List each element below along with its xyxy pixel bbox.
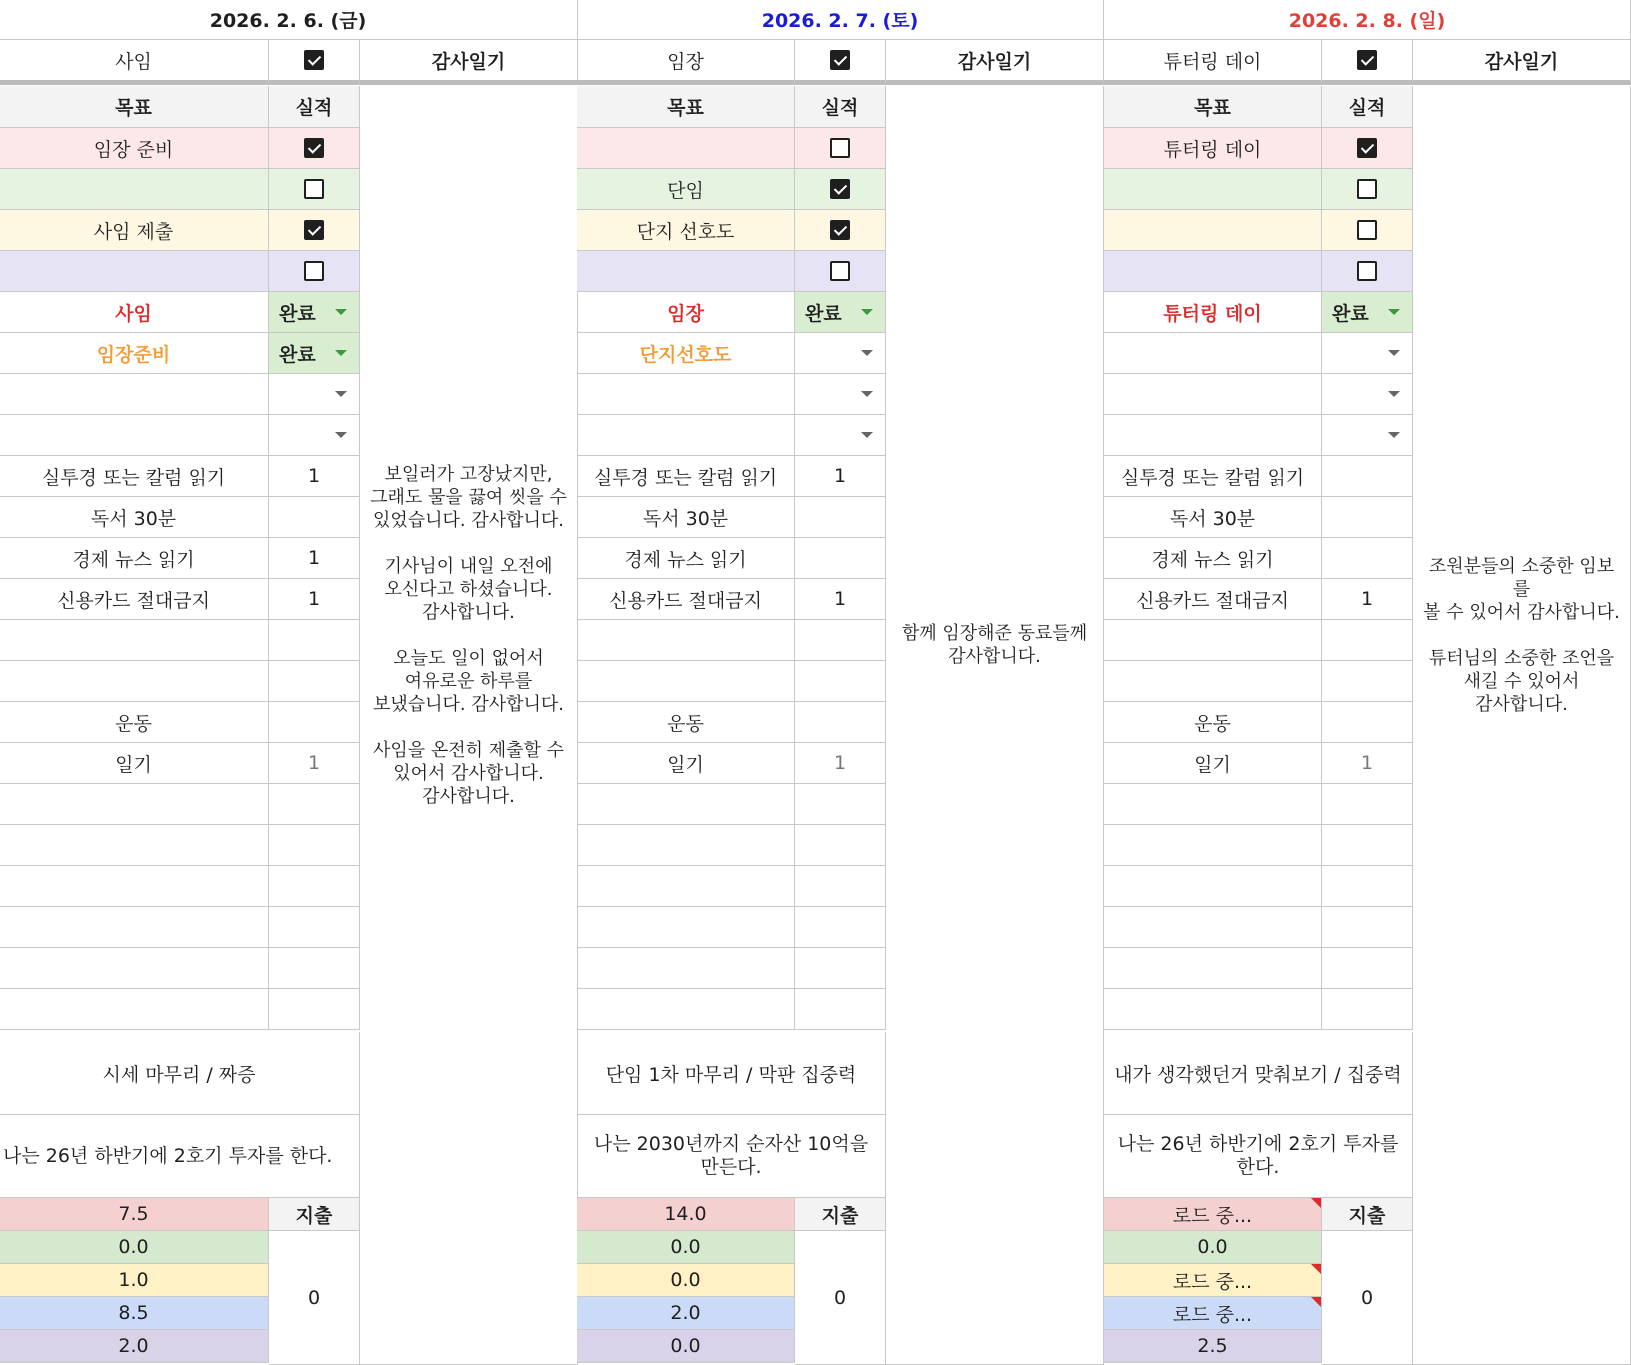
habit-value-cell[interactable]	[795, 825, 886, 866]
habit-cell[interactable]	[577, 784, 795, 825]
goal-cell[interactable]	[577, 210, 795, 251]
task-cell[interactable]	[0, 333, 269, 374]
habit-value: 1	[307, 547, 321, 569]
habit-value-cell[interactable]	[269, 825, 360, 866]
habit-value-cell[interactable]	[269, 866, 360, 907]
goal-label: 사임 제출	[93, 220, 174, 243]
habit-label: 일기	[1194, 753, 1231, 776]
goal-checkbox-cell[interactable]	[269, 128, 360, 169]
checkbox-unchecked[interactable]	[304, 179, 324, 199]
dropdown-arrow-icon[interactable]	[861, 309, 873, 315]
headline-label: 튜터링 데이	[1163, 50, 1262, 73]
dropdown-arrow-icon[interactable]	[335, 309, 347, 315]
habit-cell[interactable]	[1104, 538, 1322, 579]
status-value: 완료	[279, 302, 316, 325]
expense-value-cell[interactable]	[1322, 1231, 1413, 1365]
habit-cell[interactable]	[577, 497, 795, 538]
habit-value-cell[interactable]	[1322, 579, 1413, 620]
goal-checkbox-cell[interactable]	[795, 169, 886, 210]
dropdown-arrow-icon[interactable]	[1388, 432, 1400, 438]
stat-value: 1.0	[118, 1269, 149, 1291]
habit-value-cell[interactable]	[795, 989, 886, 1030]
habit-cell[interactable]	[1104, 702, 1322, 743]
goal-cell[interactable]	[1104, 210, 1322, 251]
habit-value-cell[interactable]	[795, 538, 886, 579]
date-label: 2026. 2. 7. (토)	[761, 10, 919, 32]
habit-label: 신용카드 절대금지	[1136, 589, 1289, 612]
diary-header	[360, 40, 578, 85]
task-label: 사임	[115, 302, 152, 325]
habit-label: 실투경 또는 칼럼 읽기	[1120, 466, 1305, 489]
habit-cell[interactable]	[1104, 907, 1322, 948]
habit-value-cell[interactable]	[795, 784, 886, 825]
error-marker-icon	[1311, 1264, 1321, 1274]
habit-cell[interactable]	[1104, 497, 1322, 538]
habit-value-cell[interactable]	[269, 989, 360, 1030]
expense-value: 0	[1360, 1286, 1374, 1309]
status-dropdown[interactable]	[269, 333, 360, 374]
reflection-cell[interactable]	[1104, 1032, 1413, 1115]
stat-cell	[0, 1198, 269, 1231]
checkbox-checked[interactable]	[304, 50, 324, 70]
expense-value-cell[interactable]	[795, 1231, 886, 1365]
dropdown-arrow-icon[interactable]	[861, 391, 873, 397]
checkbox-checked[interactable]	[830, 179, 850, 199]
task-cell[interactable]	[577, 374, 795, 415]
habit-cell[interactable]	[1104, 620, 1322, 661]
dropdown-arrow-icon[interactable]	[861, 350, 873, 356]
habit-value-cell[interactable]	[795, 907, 886, 948]
stat-cell	[0, 1231, 269, 1264]
headline-checkbox-cell[interactable]	[1322, 40, 1413, 85]
habit-label: 신용카드 절대금지	[57, 589, 210, 612]
habit-cell[interactable]	[0, 538, 269, 579]
habit-label: 독서 30분	[642, 507, 729, 530]
habit-value-cell[interactable]	[269, 743, 360, 784]
goal-label: 임장 준비	[93, 138, 174, 161]
goal-checkbox-cell[interactable]	[1322, 210, 1413, 251]
goal-checkbox-cell[interactable]	[1322, 128, 1413, 169]
gratitude-diary[interactable]	[1413, 86, 1631, 1365]
status-value: 완료	[279, 343, 316, 366]
affirmation-cell[interactable]	[0, 1115, 360, 1198]
dropdown-arrow-icon[interactable]	[335, 391, 347, 397]
habit-cell[interactable]	[0, 456, 269, 497]
affirmation-text: 나는 26년 하반기에 2호기 투자를 한다.	[3, 1144, 333, 1167]
gratitude-diary[interactable]	[886, 86, 1104, 1365]
task-label: 단지선호도	[639, 343, 732, 366]
diary-header	[1413, 40, 1631, 85]
habit-cell[interactable]	[1104, 825, 1322, 866]
checkbox-unchecked[interactable]	[304, 261, 324, 281]
habit-value: 1	[307, 588, 321, 610]
habit-value-cell[interactable]	[269, 702, 360, 743]
habit-label: 경제 뉴스 읽기	[624, 548, 747, 571]
stat-cell	[1104, 1264, 1322, 1297]
checkbox-checked[interactable]	[304, 138, 324, 158]
reflection-cell[interactable]	[577, 1032, 886, 1115]
goal-cell[interactable]	[0, 210, 269, 251]
status-value: 완료	[1332, 302, 1369, 325]
habit-value-cell[interactable]	[269, 538, 360, 579]
status-dropdown[interactable]	[795, 374, 886, 415]
stat-cell	[577, 1231, 795, 1264]
habit-value-cell[interactable]	[1322, 538, 1413, 579]
habit-label: 일기	[667, 753, 704, 776]
goal-checkbox-cell[interactable]	[1322, 251, 1413, 292]
diary-header-label: 감사일기	[957, 50, 1032, 73]
habit-value-cell[interactable]	[1322, 825, 1413, 866]
habit-label: 독서 30분	[1169, 507, 1256, 530]
stat-cell	[0, 1264, 269, 1297]
expense-header	[269, 1198, 360, 1231]
habit-value-cell[interactable]	[1322, 497, 1413, 538]
diary-text: 조원분들의 소중한 임보를 볼 수 있어서 감사합니다. 튜터님의 소중한 조언을 새길 수 있어서 감사합니다.	[1423, 555, 1620, 715]
goal-cell[interactable]	[1104, 251, 1322, 292]
habit-label: 신용카드 절대금지	[609, 589, 762, 612]
habit-cell[interactable]	[577, 456, 795, 497]
checkbox-checked[interactable]	[830, 50, 850, 70]
result-header	[269, 86, 360, 128]
task-cell[interactable]	[0, 415, 269, 456]
goal-checkbox-cell[interactable]	[269, 169, 360, 210]
habit-cell[interactable]	[1104, 866, 1322, 907]
habit-cell[interactable]	[0, 661, 269, 702]
reflection-text: 단임 1차 마무리 / 막판 집중력	[605, 1063, 857, 1086]
habit-value-cell[interactable]	[795, 579, 886, 620]
diary-header-label: 감사일기	[1484, 50, 1559, 73]
diary-header-label: 감사일기	[431, 50, 506, 73]
habit-cell[interactable]	[577, 579, 795, 620]
status-value: 완료	[805, 302, 842, 325]
error-marker-icon	[1311, 1297, 1321, 1307]
habit-cell[interactable]	[0, 948, 269, 989]
habit-value-cell[interactable]	[1322, 784, 1413, 825]
expense-value: 0	[833, 1286, 847, 1309]
stat-value: 0.0	[670, 1335, 701, 1357]
habit-value: 1	[1360, 588, 1374, 610]
habit-value-cell[interactable]	[795, 620, 886, 661]
habit-value-cell[interactable]	[795, 497, 886, 538]
expense-value: 0	[307, 1286, 321, 1309]
result-header	[795, 86, 886, 128]
checkbox-checked[interactable]	[1357, 50, 1377, 70]
headline-checkbox-cell[interactable]	[795, 40, 886, 85]
goal-cell[interactable]	[0, 251, 269, 292]
habit-value-cell[interactable]	[1322, 948, 1413, 989]
stat-cell	[0, 1297, 269, 1330]
goal-label: 단임	[667, 179, 704, 202]
habit-cell[interactable]	[0, 579, 269, 620]
stat-value: 로드 중...	[1172, 1204, 1253, 1227]
goal-cell[interactable]	[577, 169, 795, 210]
status-dropdown[interactable]	[795, 333, 886, 374]
error-marker-icon	[1311, 1198, 1321, 1208]
result-header	[1322, 86, 1413, 128]
stat-value: 0.0	[1197, 1236, 1228, 1258]
habit-label: 일기	[115, 753, 152, 776]
stat-cell	[1104, 1198, 1322, 1231]
dropdown-arrow-icon[interactable]	[861, 432, 873, 438]
habit-cell[interactable]	[1104, 784, 1322, 825]
checkbox-checked[interactable]	[830, 220, 850, 240]
habit-cell[interactable]	[577, 661, 795, 702]
goal-checkbox-cell[interactable]	[269, 210, 360, 251]
habit-value-cell[interactable]	[795, 456, 886, 497]
goal-header-label: 목표	[1194, 97, 1231, 119]
headline-label: 임장	[667, 50, 704, 73]
reflection-cell[interactable]	[0, 1032, 360, 1115]
expense-value-cell[interactable]	[269, 1231, 360, 1365]
checkbox-unchecked[interactable]	[1357, 261, 1377, 281]
task-label: 튜터링 데이	[1163, 302, 1262, 325]
stat-value: 2.5	[1197, 1335, 1228, 1357]
task-cell[interactable]	[1104, 374, 1322, 415]
checkbox-unchecked[interactable]	[830, 138, 850, 158]
stat-cell	[1104, 1297, 1322, 1330]
goal-label: 단지 선호도	[636, 220, 735, 243]
habit-cell[interactable]	[577, 825, 795, 866]
habit-value-cell[interactable]	[1322, 989, 1413, 1030]
habit-label: 실투경 또는 칼럼 읽기	[593, 466, 778, 489]
habit-value-cell[interactable]	[269, 907, 360, 948]
habit-value-cell[interactable]	[269, 579, 360, 620]
habit-value-cell[interactable]	[269, 456, 360, 497]
habit-cell[interactable]	[1104, 948, 1322, 989]
goal-cell[interactable]	[577, 128, 795, 169]
habit-value-cell[interactable]	[269, 620, 360, 661]
habit-value: 1	[833, 588, 847, 610]
status-dropdown[interactable]	[1322, 374, 1413, 415]
date-header	[577, 0, 1104, 40]
goal-header-label: 목표	[115, 97, 152, 119]
goal-header	[1104, 86, 1322, 128]
stat-value: 로드 중...	[1172, 1303, 1253, 1326]
habit-cell[interactable]	[1104, 743, 1322, 784]
habit-cell[interactable]	[1104, 456, 1322, 497]
stat-value: 7.5	[118, 1203, 149, 1225]
headline-cell[interactable]	[1104, 40, 1322, 85]
habit-value-cell[interactable]	[795, 948, 886, 989]
habit-value-cell[interactable]	[269, 948, 360, 989]
habit-cell[interactable]	[577, 743, 795, 784]
stat-value: 2.0	[670, 1302, 701, 1324]
habit-label: 경제 뉴스 읽기	[72, 548, 195, 571]
task-cell[interactable]	[1104, 415, 1322, 456]
habit-cell[interactable]	[0, 907, 269, 948]
task-cell[interactable]	[0, 292, 269, 333]
goal-checkbox-cell[interactable]	[269, 251, 360, 292]
habit-cell[interactable]	[577, 538, 795, 579]
day-column	[1104, 0, 1631, 1365]
affirmation-cell[interactable]	[577, 1115, 886, 1198]
task-cell[interactable]	[577, 415, 795, 456]
task-cell[interactable]	[577, 292, 795, 333]
habit-value-cell[interactable]	[1322, 866, 1413, 907]
habit-value-cell[interactable]	[1322, 456, 1413, 497]
dropdown-arrow-icon[interactable]	[335, 432, 347, 438]
habit-label: 실투경 또는 칼럼 읽기	[41, 466, 226, 489]
goal-cell[interactable]	[1104, 128, 1322, 169]
task-cell[interactable]	[577, 333, 795, 374]
date-header	[0, 0, 578, 40]
stat-cell	[1104, 1330, 1322, 1363]
goal-checkbox-cell[interactable]	[795, 128, 886, 169]
headline-cell[interactable]	[577, 40, 795, 85]
goal-checkbox-cell[interactable]	[795, 251, 886, 292]
habit-cell[interactable]	[1104, 579, 1322, 620]
goal-checkbox-cell[interactable]	[795, 210, 886, 251]
task-label: 임장	[667, 302, 704, 325]
stat-cell	[577, 1330, 795, 1363]
stat-cell	[577, 1264, 795, 1297]
habit-cell[interactable]	[0, 620, 269, 661]
gratitude-diary[interactable]	[360, 86, 578, 1365]
headline-cell[interactable]	[0, 40, 269, 85]
stat-value: 0.0	[670, 1269, 701, 1291]
habit-cell[interactable]	[0, 825, 269, 866]
checkbox-unchecked[interactable]	[1357, 220, 1377, 240]
habit-cell[interactable]	[577, 620, 795, 661]
dropdown-arrow-icon[interactable]	[1388, 391, 1400, 397]
habit-value-cell[interactable]	[795, 866, 886, 907]
goal-cell[interactable]	[577, 251, 795, 292]
habit-cell[interactable]	[577, 702, 795, 743]
stat-cell	[577, 1297, 795, 1330]
habit-value: 1	[307, 465, 321, 487]
task-cell[interactable]	[1104, 333, 1322, 374]
task-cell[interactable]	[0, 374, 269, 415]
result-header-label: 실적	[821, 97, 859, 119]
dropdown-arrow-icon[interactable]	[1388, 309, 1400, 315]
stat-value: 0.0	[118, 1236, 149, 1258]
goal-header	[0, 86, 269, 128]
habit-label: 경제 뉴스 읽기	[1151, 548, 1274, 571]
status-dropdown[interactable]	[269, 374, 360, 415]
goal-header	[577, 86, 795, 128]
goal-header-label: 목표	[667, 97, 704, 119]
result-header-label: 실적	[1348, 97, 1386, 119]
habit-value-cell[interactable]	[795, 743, 886, 784]
habit-value-cell[interactable]	[1322, 702, 1413, 743]
affirmation-text: 나는 2030년까지 순자산 10억을 만든다.	[593, 1133, 869, 1178]
stat-value: 14.0	[664, 1203, 707, 1225]
stat-value: 8.5	[118, 1302, 149, 1324]
habit-label: 독서 30분	[90, 507, 177, 530]
task-cell[interactable]	[1104, 292, 1322, 333]
stat-value: 로드 중...	[1172, 1270, 1253, 1293]
habit-cell[interactable]	[577, 907, 795, 948]
habit-value-cell[interactable]	[1322, 661, 1413, 702]
habit-cell[interactable]	[0, 866, 269, 907]
habit-value-cell[interactable]	[795, 702, 886, 743]
checkbox-unchecked[interactable]	[830, 261, 850, 281]
habit-value-cell[interactable]	[269, 661, 360, 702]
habit-value-cell[interactable]	[795, 661, 886, 702]
habit-cell[interactable]	[0, 784, 269, 825]
stat-cell	[1104, 1231, 1322, 1264]
headline-checkbox-cell[interactable]	[269, 40, 360, 85]
date-label: 2026. 2. 6. (금)	[209, 10, 367, 32]
status-dropdown[interactable]	[795, 415, 886, 456]
stat-value: 0.0	[670, 1236, 701, 1258]
habit-value-cell[interactable]	[269, 497, 360, 538]
habit-value: 1	[1360, 752, 1374, 774]
expense-label: 지출	[821, 1204, 859, 1227]
habit-cell[interactable]	[0, 702, 269, 743]
reflection-text: 내가 생각했던거 맞춰보기 / 집중력	[1114, 1063, 1402, 1086]
habit-label: 운동	[667, 712, 704, 735]
habit-cell[interactable]	[0, 743, 269, 784]
dropdown-arrow-icon[interactable]	[1388, 350, 1400, 356]
affirmation-cell[interactable]	[1104, 1115, 1413, 1198]
habit-label: 운동	[115, 712, 152, 735]
goal-cell[interactable]	[0, 128, 269, 169]
habit-cell[interactable]	[1104, 989, 1322, 1030]
task-label: 임장준비	[96, 343, 171, 366]
day-column	[0, 0, 578, 1365]
habit-cell[interactable]	[577, 866, 795, 907]
habit-value-cell[interactable]	[269, 784, 360, 825]
date-label: 2026. 2. 8. (일)	[1288, 10, 1446, 32]
habit-cell[interactable]	[577, 948, 795, 989]
expense-label: 지출	[1348, 1204, 1386, 1227]
goal-label: 튜터링 데이	[1163, 138, 1262, 161]
habit-cell[interactable]	[0, 497, 269, 538]
status-dropdown[interactable]	[1322, 292, 1413, 333]
checkbox-checked[interactable]	[1357, 138, 1377, 158]
dropdown-arrow-icon[interactable]	[335, 350, 347, 356]
expense-label: 지출	[295, 1204, 333, 1227]
goal-checkbox-cell[interactable]	[1322, 169, 1413, 210]
habit-cell[interactable]	[0, 989, 269, 1030]
headline-label: 사임	[115, 50, 152, 73]
stat-cell	[577, 1198, 795, 1231]
status-dropdown[interactable]	[1322, 415, 1413, 456]
day-column	[577, 0, 1104, 1365]
stat-cell	[0, 1330, 269, 1363]
checkbox-unchecked[interactable]	[1357, 179, 1377, 199]
expense-header	[1322, 1198, 1413, 1231]
result-header-label: 실적	[295, 97, 333, 119]
status-dropdown[interactable]	[269, 415, 360, 456]
habit-value-cell[interactable]	[1322, 620, 1413, 661]
diary-header	[886, 40, 1104, 85]
status-dropdown[interactable]	[1322, 333, 1413, 374]
habit-value: 1	[307, 752, 321, 774]
goal-cell[interactable]	[0, 169, 269, 210]
status-dropdown[interactable]	[269, 292, 360, 333]
affirmation-text: 나는 26년 하반기에 2호기 투자를 한다.	[1117, 1133, 1399, 1178]
stat-value: 2.0	[118, 1335, 149, 1357]
date-header	[1104, 0, 1631, 40]
reflection-text: 시세 마무리 / 짜증	[102, 1063, 256, 1086]
habit-value-cell[interactable]	[1322, 907, 1413, 948]
habit-value-cell[interactable]	[1322, 743, 1413, 784]
habit-value: 1	[833, 465, 847, 487]
status-dropdown[interactable]	[795, 292, 886, 333]
habit-label: 운동	[1194, 712, 1231, 735]
habit-cell[interactable]	[1104, 661, 1322, 702]
diary-text: 보일러가 고장났지만, 그래도 물을 끓여 씻을 수 있었습니다. 감사합니다. 기사님이 내일 오전에 오신다고 하셨습니다. 감사합니다. 오늘도 일이 없어서 여유로운 하루를 보냈습니다. 감사합니다. 사임을 온전히 제출할 수 있어서 감사합니다. 감사합니다.	[370, 463, 567, 807]
goal-cell[interactable]	[1104, 169, 1322, 210]
habit-cell[interactable]	[577, 989, 795, 1030]
checkbox-checked[interactable]	[304, 220, 324, 240]
expense-header	[795, 1198, 886, 1231]
diary-text: 함께 임장해준 동료들께 감사합니다.	[901, 623, 1088, 667]
habit-value: 1	[833, 752, 847, 774]
